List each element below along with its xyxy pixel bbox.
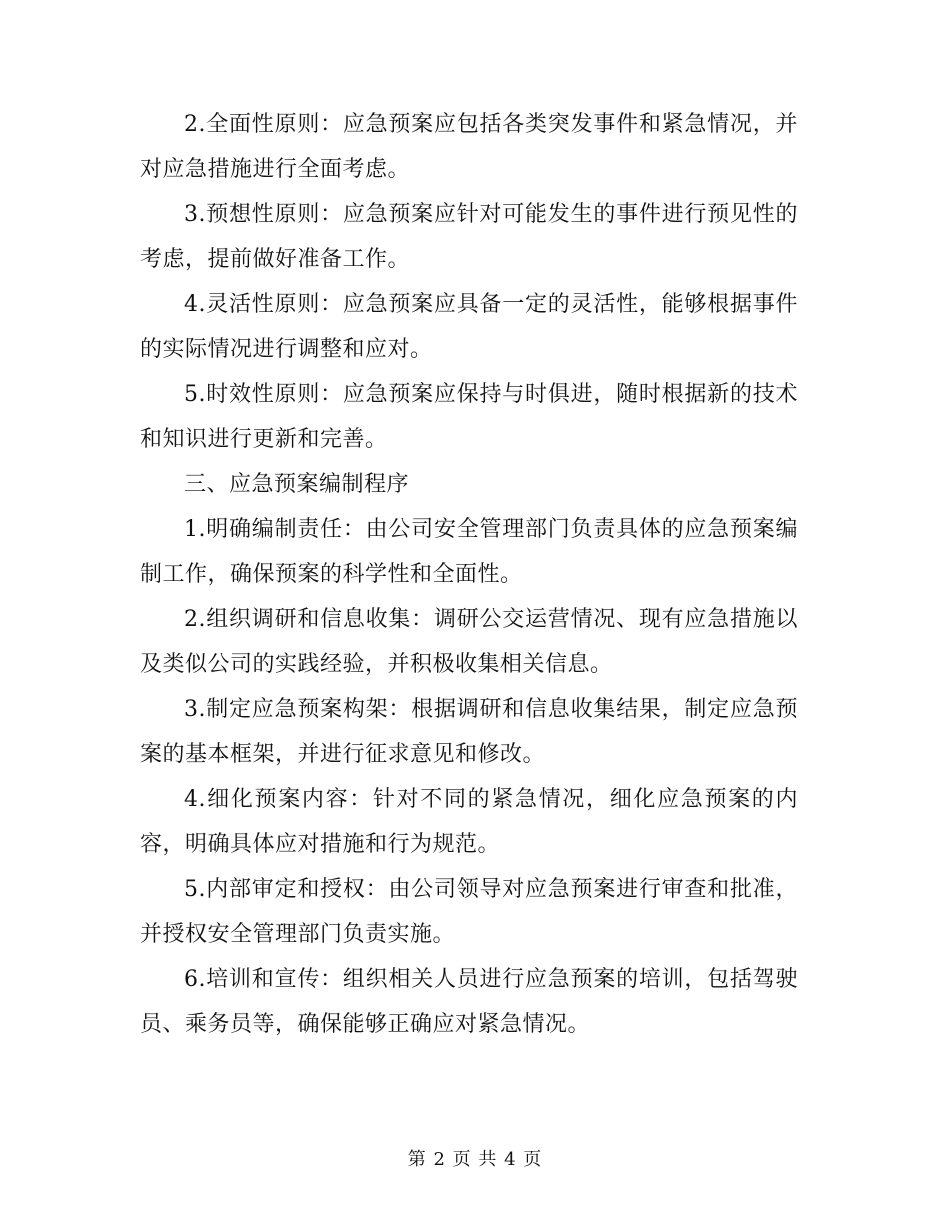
- paragraph-principle-timeliness: 5.时效性原则：应急预案应保持与时俱进，随时根据新的技术和知识进行更新和完善。: [140, 382, 798, 452]
- paragraph-step-framework: 3.制定应急预案构架：根据调研和信息收集结果，制定应急预案的基本框架，并进行征求意见和修改。: [140, 697, 798, 767]
- document-body: [140, 102, 798, 1047]
- paragraph-step-approval: 5.内部审定和授权：由公司领导对应急预案进行审查和批准，并授权安全管理部门负责实施。: [140, 877, 798, 947]
- paragraph-step-training: 6.培训和宣传：组织相关人员进行应急预案的培训，包括驾驶员、乘务员等，确保能够正确应对紧急情况。: [140, 967, 798, 1037]
- paragraph-principle-flexibility: 4.灵活性原则：应急预案应具备一定的灵活性，能够根据事件的实际情况进行调整和应对。: [140, 292, 798, 362]
- paragraph-step-research: 2.组织调研和信息收集：调研公交运营情况、现有应急措施以及类似公司的实践经验，并积极收集相关信息。: [140, 607, 798, 677]
- paragraph-principle-anticipation: 3.预想性原则：应急预案应针对可能发生的事件进行预见性的考虑，提前做好准备工作。: [140, 202, 798, 272]
- paragraph-step-responsibility: 1.明确编制责任：由公司安全管理部门负责具体的应急预案编制工作，确保预案的科学性和全面性。: [140, 517, 798, 587]
- page-number-footer: 第 2 页 共 4 页: [407, 1149, 543, 1170]
- paragraph-step-refine-content: 4.细化预案内容：针对不同的紧急情况，细化应急预案的内容，明确具体应对措施和行为规范。: [140, 787, 798, 857]
- section-heading-procedure: 三、应急预案编制程序: [184, 472, 410, 497]
- paragraph-principle-comprehensive: 2.全面性原则：应急预案应包括各类突发事件和紧急情况，并对应急措施进行全面考虑。: [140, 112, 798, 182]
